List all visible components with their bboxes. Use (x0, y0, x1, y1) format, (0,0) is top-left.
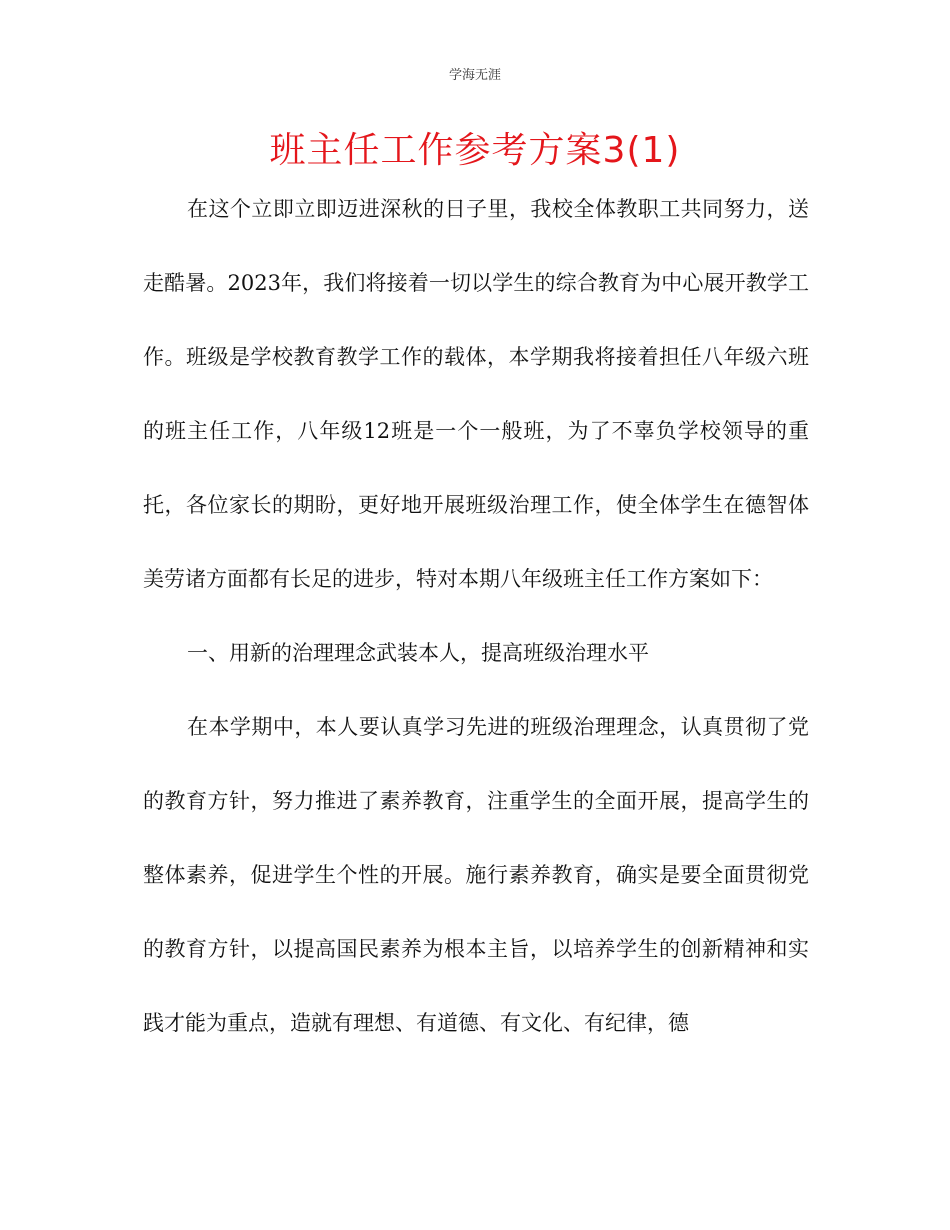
page-header: 学海无涯 (448, 68, 501, 83)
paragraph-intro: 在这个立即立即迈进深秋的日子里，我校全体教职工共同努力，送走酷暑。2023年，我们将接着一切以学生的综合教育为中心展开教学工作。班级是学校教育教学工作的载体，本学期我将接着担任八年级六班的班主任工作，八年级12班是一个一般班，为了不辜负学校领导的重托，各位家长的期盼，更好地开展班级治理工作，使全体学生在德智体美劳诸方面都有长足的进步，特对本期八年级班主任工作方案如下： (143, 197, 809, 591)
document-body (143, 172, 809, 1060)
paragraph-section-1: 在本学期中，本人要认真学习先进的班级治理理念，认真贯彻了党的教育方针，努力推进了素养教育，注重学生的全面开展，提高学生的整体素养，促进学生个性的开展。施行素养教育，确实是要全面贯彻党的教育方针，以提高国民素养为根本主旨，以培养学生的创新精神和实践才能为重点，造就有理想、有道德、有文化、有纪律，德 (143, 715, 809, 1035)
document-title: 班主任工作参考方案3(1) (269, 130, 681, 171)
section-heading-1: 一、用新的治理理念武装本人，提高班级治理水平 (187, 641, 649, 665)
